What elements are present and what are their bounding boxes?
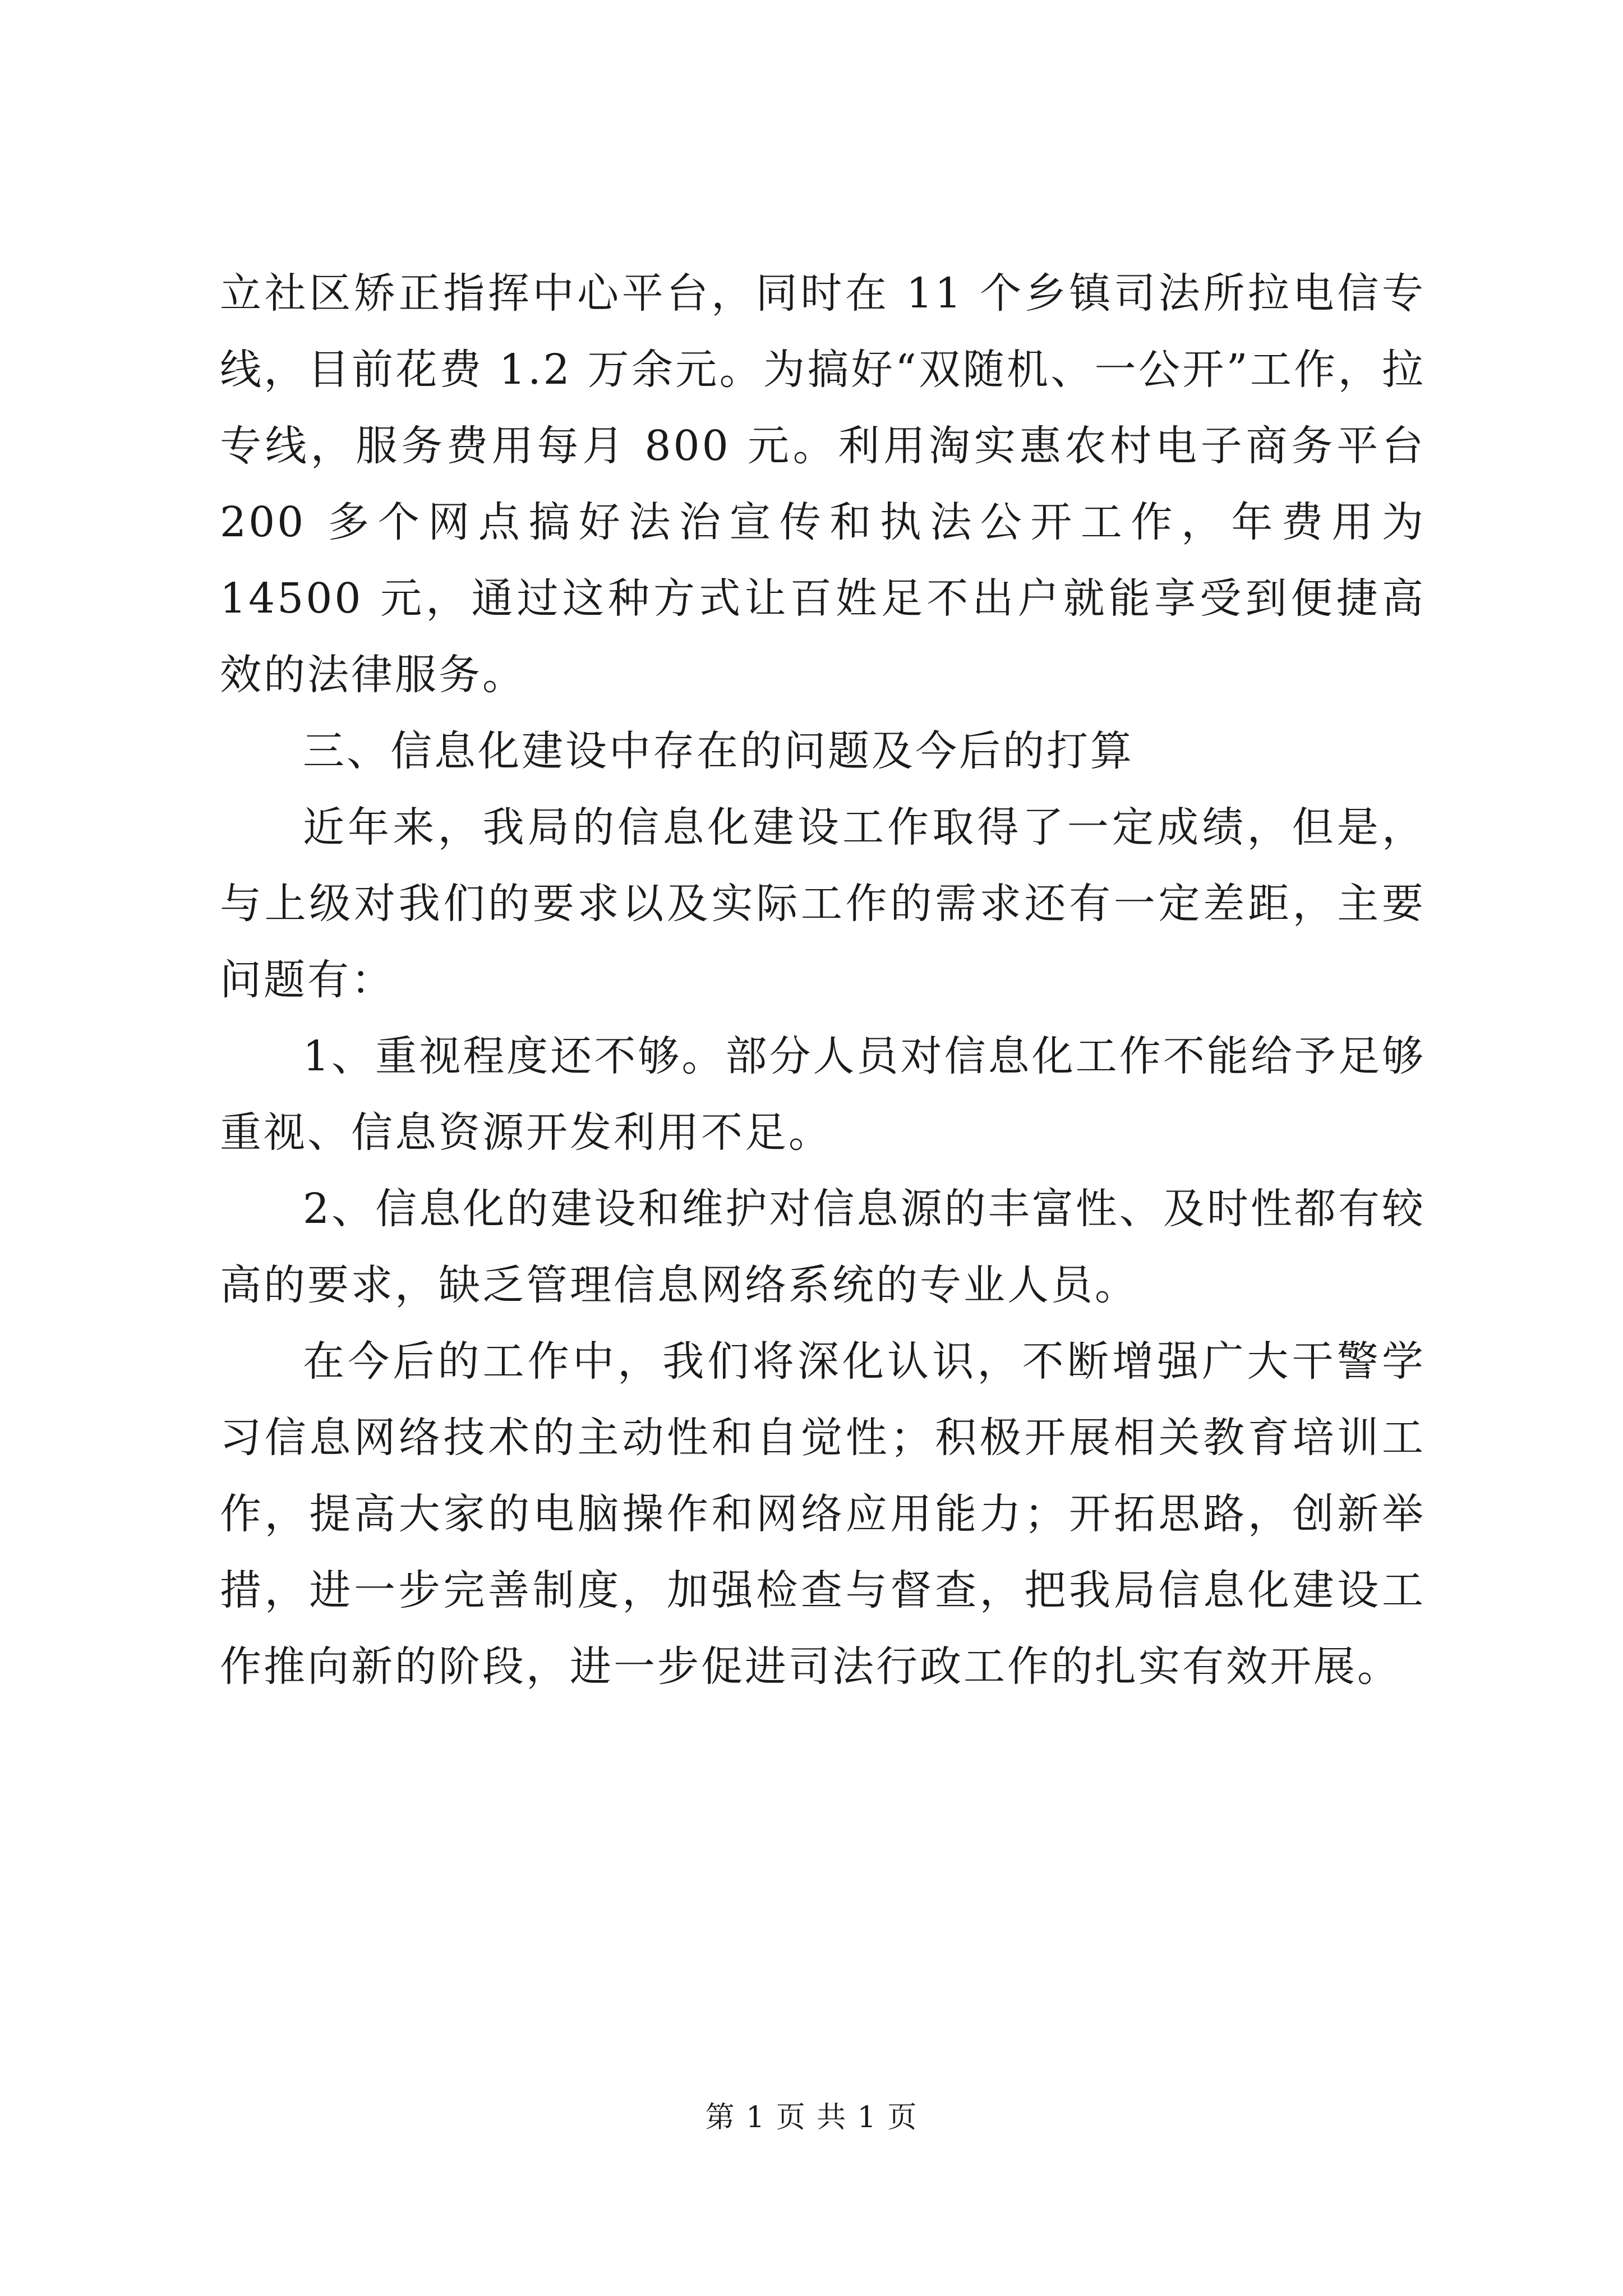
paragraph-conclusion: 在今后的工作中，我们将深化认识，不断增强广大干警学习信息网络技术的主动性和自觉性；积极开展相关教育培训工作，提高大家的电脑操作和网络应用能力；开拓思路，创新举措，进一步完善制度，加强检查与督查，把我局信息化建设工作推向新的阶段，进一步促进司法行政工作的扎实有效开展。 <box>220 1337 1426 1691</box>
page-number: 第 1 页 共 1 页 <box>705 2101 918 2134</box>
document-body <box>220 255 1426 1705</box>
paragraph-intro: 近年来，我局的信息化建设工作取得了一定成绩，但是，与上级对我们的要求以及实际工作的需求还有一定差距，主要问题有： <box>220 803 1426 1004</box>
page-footer <box>0 2098 1623 2137</box>
list-item-1: 1、重视程度还不够。部分人员对信息化工作不能给予足够重视、信息资源开发利用不足。 <box>220 1032 1426 1157</box>
paragraph-continued: 立社区矫正指挥中心平台，同时在 11 个乡镇司法所拉电信专线，目前花费 1.2 万余元。为搞好“双随机、一公开”工作，拉专线，服务费用每月 800 元。利用淘实惠农村电子商务平台 200 多个网点搞好法治宣传和执法公开工作，年费用为 14500 元，通过这种方式让百姓足不出户就能享受到便捷高效的法律服务。 <box>220 269 1426 699</box>
section-heading: 三、信息化建设中存在的问题及今后的打算 <box>303 727 1134 775</box>
list-item-2: 2、信息化的建设和维护对信息源的丰富性、及时性都有较高的要求，缺乏管理信息网络系统的专业人员。 <box>220 1185 1426 1309</box>
